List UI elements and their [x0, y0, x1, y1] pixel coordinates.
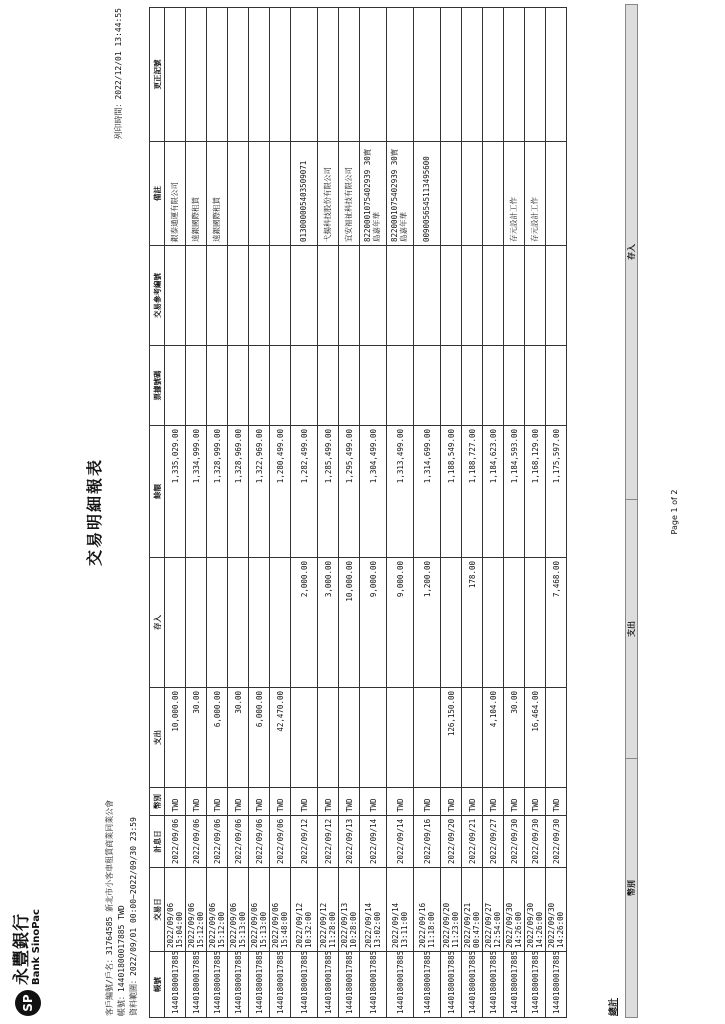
table-cell: 弋揚科技股份有限公司	[318, 142, 339, 246]
column-header: 備註	[150, 142, 165, 246]
table-cell	[207, 8, 228, 142]
table-cell: 10,000.00	[165, 688, 186, 788]
table-cell	[207, 246, 228, 346]
table-cell: 2022/09/12	[318, 816, 339, 868]
table-cell: 1,188,727.00	[462, 426, 483, 558]
table-cell: 1,304,499.00	[360, 426, 387, 558]
table-cell	[165, 246, 186, 346]
data-range: 資料範圍：2022/09/01 00:00~2022/09/30 23:59	[129, 817, 138, 1016]
table-cell: 7,468.00	[546, 558, 567, 688]
table-cell: 30.00	[186, 688, 207, 788]
table-cell	[483, 142, 504, 246]
table-cell	[414, 246, 441, 346]
table-cell: 14401800017885	[339, 952, 360, 1018]
table-cell	[270, 558, 291, 688]
table-cell: 1,175,597.00	[546, 426, 567, 558]
table-cell	[291, 688, 318, 788]
column-header: 幣別	[150, 788, 165, 816]
table-cell: 2022/09/06 15:13:00	[228, 868, 249, 952]
table-cell: 1,335,029.00	[165, 426, 186, 558]
table-cell	[318, 688, 339, 788]
table-cell: 14401800017885	[525, 952, 546, 1018]
table-cell: 2022/09/06	[270, 816, 291, 868]
bank-logo	[14, 909, 42, 1016]
table-cell	[270, 8, 291, 142]
table-cell: TWD	[270, 788, 291, 816]
table-row	[546, 8, 567, 1018]
table-cell: 銀泰通運有限公司	[165, 142, 186, 246]
table-cell: 遠銀國際租賃	[186, 142, 207, 246]
table-cell: 14401800017885	[414, 952, 441, 1018]
table-cell	[318, 8, 339, 142]
table-cell: 遠銀國際租賃	[207, 142, 228, 246]
table-cell: 30.00	[228, 688, 249, 788]
table-cell	[546, 8, 567, 142]
table-cell: 2022/09/30	[525, 816, 546, 868]
table-cell: 14401800017885	[504, 952, 525, 1018]
table-cell: 1,314,699.00	[414, 426, 441, 558]
bank-logo-icon: SP	[15, 990, 41, 1016]
table-cell: 1,184,593.00	[504, 426, 525, 558]
table-cell: 2022/09/30 14:26:00	[504, 868, 525, 952]
table-cell	[414, 8, 441, 142]
table-cell	[228, 142, 249, 246]
table-cell: 14401800017885	[165, 952, 186, 1018]
table-header-row	[150, 8, 165, 1018]
total-label: 總計	[609, 997, 619, 1016]
customer-info: 客戶編號/戶名：31764585 新北市小客車租賃商業同業公會	[105, 799, 114, 1016]
table-cell: TWD	[387, 788, 414, 816]
table-cell: 6,000.00	[207, 688, 228, 788]
table-cell: TWD	[462, 788, 483, 816]
column-header: 存入	[150, 558, 165, 688]
table-cell	[525, 8, 546, 142]
table-cell	[291, 346, 318, 426]
table-cell: 14401800017885	[186, 952, 207, 1018]
report-title: 交易明細報表	[85, 458, 104, 567]
column-header: 帳號	[150, 952, 165, 1018]
table-cell	[483, 346, 504, 426]
table-cell: TWD	[249, 788, 270, 816]
table-cell: 2022/09/13	[339, 816, 360, 868]
table-cell	[504, 346, 525, 426]
table-cell	[546, 246, 567, 346]
table-cell	[504, 558, 525, 688]
table-cell	[228, 558, 249, 688]
table-cell	[441, 558, 462, 688]
table-cell: 14401800017885	[228, 952, 249, 1018]
table-row	[441, 8, 462, 1018]
total-column-header: 支出	[626, 500, 638, 759]
table-cell: 14401800017885	[483, 952, 504, 1018]
table-row	[270, 8, 291, 1018]
table-cell: 1,200.00	[414, 558, 441, 688]
table-cell: 1,285,499.00	[318, 426, 339, 558]
table-row	[414, 8, 441, 1018]
table-cell	[360, 346, 387, 426]
table-cell	[165, 558, 186, 688]
table-cell	[165, 346, 186, 426]
table-cell: TWD	[291, 788, 318, 816]
table-cell: TWD	[360, 788, 387, 816]
column-header: 票據號碼	[150, 346, 165, 426]
table-cell: 2022/09/20	[441, 816, 462, 868]
table-cell	[387, 346, 414, 426]
table-cell: 2022/09/21	[462, 816, 483, 868]
table-row	[249, 8, 270, 1018]
table-cell	[462, 346, 483, 426]
table-cell	[186, 8, 207, 142]
table-cell: 2022/09/14 13:11:00	[387, 868, 414, 952]
table-cell	[483, 558, 504, 688]
table-cell: 存元設計工作	[525, 142, 546, 246]
table-cell	[228, 8, 249, 142]
table-cell: TWD	[525, 788, 546, 816]
table-row	[504, 8, 525, 1018]
table-cell	[207, 558, 228, 688]
table-cell	[228, 246, 249, 346]
table-cell	[165, 8, 186, 142]
table-cell	[291, 246, 318, 346]
table-cell	[360, 8, 387, 142]
table-cell: 30.00	[504, 688, 525, 788]
table-cell	[360, 246, 387, 346]
table-cell: 2022/09/06 15:12:00	[207, 868, 228, 952]
table-cell	[339, 688, 360, 788]
table-cell: 1,328,969.00	[228, 426, 249, 558]
table-cell: 2022/09/30	[546, 816, 567, 868]
table-cell: TWD	[165, 788, 186, 816]
table-cell: 2022/09/30 14:26:00	[525, 868, 546, 952]
table-cell	[339, 8, 360, 142]
table-cell	[483, 246, 504, 346]
table-cell: 2022/09/12 11:28:00	[318, 868, 339, 952]
table-row	[462, 8, 483, 1018]
table-row	[228, 8, 249, 1018]
table-cell: 16,464.00	[525, 688, 546, 788]
table-cell: TWD	[186, 788, 207, 816]
table-cell: 14401800017885	[291, 952, 318, 1018]
table-cell: 2022/09/06	[228, 816, 249, 868]
table-row	[186, 8, 207, 1018]
table-cell	[249, 346, 270, 426]
table-row	[360, 8, 387, 1018]
table-cell: 2022/09/06 15:12:00	[186, 868, 207, 952]
table-cell	[546, 346, 567, 426]
table-row	[318, 8, 339, 1018]
table-cell: 存元設計工作	[504, 142, 525, 246]
table-cell: 1,184,623.00	[483, 426, 504, 558]
table-row	[525, 8, 546, 1018]
table-cell: 2022/09/06 15:13:00	[249, 868, 270, 952]
table-cell: 1,282,499.00	[291, 426, 318, 558]
table-cell: TWD	[504, 788, 525, 816]
table-cell: 9,000.00	[360, 558, 387, 688]
table-cell: 14401800017885	[270, 952, 291, 1018]
table-row	[387, 8, 414, 1018]
column-header: 更正記號	[150, 8, 165, 142]
table-cell	[228, 346, 249, 426]
table-cell	[387, 8, 414, 142]
table-cell: 2022/09/06	[186, 816, 207, 868]
table-cell: TWD	[318, 788, 339, 816]
table-cell: 2022/09/30 14:26:00	[546, 868, 567, 952]
table-cell: 14401800017885	[207, 952, 228, 1018]
table-cell: 2022/09/16	[414, 816, 441, 868]
table-cell	[249, 142, 270, 246]
table-cell	[504, 8, 525, 142]
table-cell: 2,000.00	[291, 558, 318, 688]
table-cell: 14401800017885	[318, 952, 339, 1018]
total-table	[625, 4, 638, 1018]
table-cell: TWD	[414, 788, 441, 816]
table-cell: 2022/09/30	[504, 816, 525, 868]
table-cell: 2022/09/14 13:02:00	[360, 868, 387, 952]
table-cell	[249, 246, 270, 346]
table-cell	[441, 142, 462, 246]
table-cell	[441, 246, 462, 346]
table-cell	[504, 246, 525, 346]
table-cell	[462, 142, 483, 246]
table-cell	[414, 346, 441, 426]
table-cell	[525, 558, 546, 688]
table-cell	[525, 246, 546, 346]
table-cell	[207, 346, 228, 426]
table-cell	[462, 688, 483, 788]
total-column-header: 幣別	[626, 759, 638, 1018]
table-cell	[414, 688, 441, 788]
table-cell: 9,000.00	[387, 558, 414, 688]
table-cell: 4,104.00	[483, 688, 504, 788]
table-cell: 2022/09/06	[249, 816, 270, 868]
table-cell	[291, 8, 318, 142]
table-cell: 2022/09/12 10:32:00	[291, 868, 318, 952]
table-cell: 2022/09/14	[360, 816, 387, 868]
table-cell: 10,000.00	[339, 558, 360, 688]
table-cell: 2022/09/06 15:48:00	[270, 868, 291, 952]
table-cell	[339, 346, 360, 426]
bank-name-zh: 永豐銀行	[12, 913, 32, 985]
table-cell: 42,470.00	[270, 688, 291, 788]
table-cell: 2022/09/13 10:28:00	[339, 868, 360, 952]
table-cell	[462, 246, 483, 346]
table-cell: 8220001075402939 30寶島嘉年華	[387, 142, 414, 246]
table-cell: 1,168,129.00	[525, 426, 546, 558]
table-cell	[441, 346, 462, 426]
table-cell: 14401800017885	[360, 952, 387, 1018]
table-cell: 126,150.00	[441, 688, 462, 788]
column-header: 計息日	[150, 816, 165, 868]
table-cell: 2022/09/06 15:04:00	[165, 868, 186, 952]
table-cell: 2022/09/21 00:47:00	[462, 868, 483, 952]
table-cell: 14401800017885	[387, 952, 414, 1018]
table-cell	[525, 346, 546, 426]
table-cell: 1,295,499.00	[339, 426, 360, 558]
table-cell: 1,334,999.00	[186, 426, 207, 558]
table-cell	[462, 8, 483, 142]
table-cell: 2022/09/27 12:54:00	[483, 868, 504, 952]
table-cell	[546, 688, 567, 788]
table-row	[165, 8, 186, 1018]
table-cell	[318, 346, 339, 426]
table-cell: TWD	[228, 788, 249, 816]
table-cell: 2022/09/20 11:23:00	[441, 868, 462, 952]
table-cell	[270, 142, 291, 246]
table-cell: 8220001075402939 30寶島嘉年華	[360, 142, 387, 246]
column-header: 交易參考編號	[150, 246, 165, 346]
table-cell	[186, 346, 207, 426]
table-cell: 2022/09/12	[291, 816, 318, 868]
table-cell: 2022/09/14	[387, 816, 414, 868]
table-cell: TWD	[441, 788, 462, 816]
table-cell	[546, 142, 567, 246]
column-header: 餘額	[150, 426, 165, 558]
table-cell: 1,313,499.00	[387, 426, 414, 558]
total-column-header: 存入	[626, 5, 638, 500]
table-cell	[441, 8, 462, 142]
table-cell: 宜安福祉科技有限公司	[339, 142, 360, 246]
print-time: 列印時間：2022/12/01 13:44:55	[114, 8, 123, 140]
table-cell: 14401800017885	[546, 952, 567, 1018]
table-cell: 2022/09/16 11:18:00	[414, 868, 441, 952]
table-cell: 2022/09/27	[483, 816, 504, 868]
table-cell	[483, 8, 504, 142]
table-row	[339, 8, 360, 1018]
table-cell: 178.00	[462, 558, 483, 688]
table-cell	[270, 346, 291, 426]
table-cell: TWD	[207, 788, 228, 816]
transactions-table	[149, 7, 567, 1018]
table-cell: 1,322,969.00	[249, 426, 270, 558]
table-cell	[387, 688, 414, 788]
table-cell: 1,328,999.00	[207, 426, 228, 558]
table-cell	[360, 688, 387, 788]
total-header-row	[626, 5, 638, 1018]
table-cell: 0090056545113495600	[414, 142, 441, 246]
column-header: 交易日	[150, 868, 165, 952]
table-cell: 013000005403509071	[291, 142, 318, 246]
table-cell: 6,000.00	[249, 688, 270, 788]
table-cell	[186, 558, 207, 688]
table-cell: TWD	[483, 788, 504, 816]
table-cell	[387, 246, 414, 346]
table-cell	[186, 246, 207, 346]
account-info: 帳號：14401800017885 TWD	[117, 905, 126, 1016]
table-cell	[270, 246, 291, 346]
table-row	[207, 8, 228, 1018]
table-row	[483, 8, 504, 1018]
table-cell	[339, 246, 360, 346]
bank-name-en: Bank SinoPac	[30, 909, 42, 985]
table-cell: 2022/09/06	[165, 816, 186, 868]
table-cell: TWD	[339, 788, 360, 816]
table-cell	[318, 246, 339, 346]
table-cell: 1,188,549.00	[441, 426, 462, 558]
table-cell: 14401800017885	[249, 952, 270, 1018]
table-cell: 14401800017885	[441, 952, 462, 1018]
table-row	[291, 8, 318, 1018]
table-cell: 14401800017885	[462, 952, 483, 1018]
page-number: Page 1 of 2	[670, 489, 679, 535]
table-cell: 3,000.00	[318, 558, 339, 688]
table-cell: 1,280,499.00	[270, 426, 291, 558]
table-cell: TWD	[546, 788, 567, 816]
table-cell: 2022/09/06	[207, 816, 228, 868]
table-cell	[249, 8, 270, 142]
column-header: 支出	[150, 688, 165, 788]
table-cell	[249, 558, 270, 688]
